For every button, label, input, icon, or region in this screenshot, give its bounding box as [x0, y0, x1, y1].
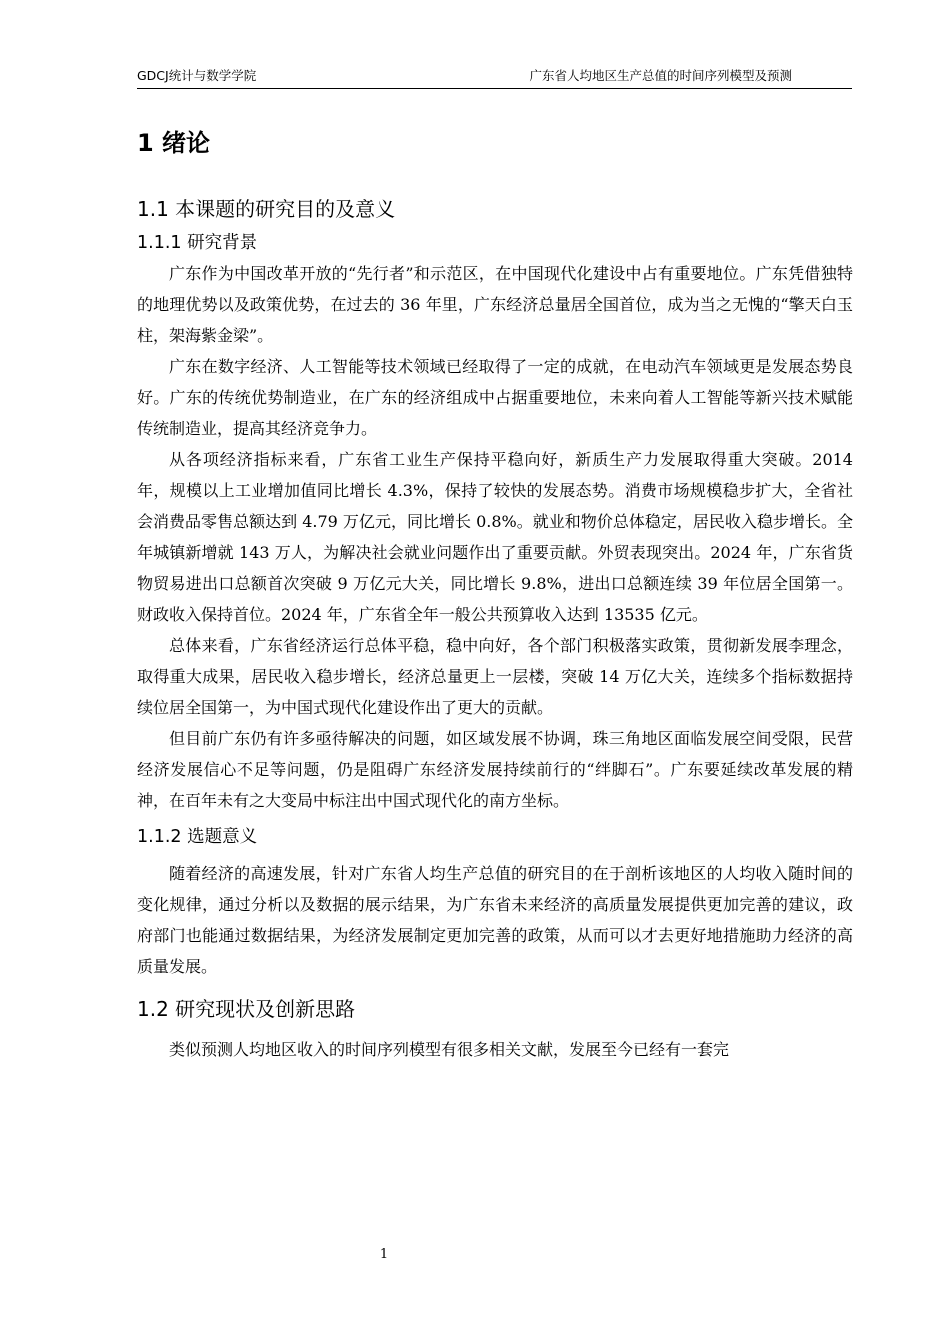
header-right-text: 广东省人均地区生产总值的时间序列模型及预测 [529, 68, 792, 83]
paragraph: 广东在数字经济、人工智能等技术领域已经取得了一定的成就，在电动汽车领域更是发展态势良好。广东的传统优势制造业，在广东的经济组成中占据重要地位，未来向着人工智能等新兴技术赋能传统制造业，提高其经济竞争力。 [137, 357, 853, 438]
page-content [137, 110, 853, 1065]
subsection-title-1-1-1: 1.1.1 研究背景 [137, 233, 258, 253]
header-left-text: GDCJ统计与数学学院 [137, 68, 257, 83]
paragraph: 广东作为中国改革开放的“先行者”和示范区，在中国现代化建设中占有重要地位。广东凭借独特的地理优势以及政策优势，在过去的 36 年里，广东经济总量居全国首位，成为当之无愧的“擎天白玉柱，架海紫金梁”。 [137, 264, 853, 345]
paragraph: 类似预测人均地区收入的时间序列模型有很多相关文献，发展至今已经有一套完 [169, 1040, 730, 1059]
section-title-1-1: 1.1 本课题的研究目的及意义 [137, 197, 396, 221]
header-rule [137, 88, 852, 89]
page-number [0, 1247, 950, 1262]
paragraph: 随着经济的高速发展，针对广东省人均生产总值的研究目的在于剖析该地区的人均收入随时间的变化规律，通过分析以及数据的展示结果，为广东省未来经济的高质量发展提供更加完善的建议，政府部门也能通过数据结果，为经济发展制定更加完善的政策，从而可以才去更好地措施助力经济的高质量发展。 [137, 864, 853, 976]
chapter-title: 1 绪论 [137, 129, 211, 157]
page-header [137, 66, 816, 84]
paragraph: 但目前广东仍有许多亟待解决的问题，如区域发展不协调，珠三角地区面临发展空间受限，民营经济发展信心不足等问题，仍是阻碍广东经济发展持续前行的“绊脚石”。广东要延续改革发展的精神，在百年未有之大变局中标注出中国式现代化的南方坐标。 [137, 729, 853, 810]
page-number-text: 1 [379, 1247, 389, 1262]
section-title-1-2: 1.2 研究现状及创新思路 [137, 997, 356, 1021]
paragraph: 总体来看，广东省经济运行总体平稳，稳中向好，各个部门积极落实政策，贯彻新发展李理念，取得重大成果，居民收入稳步增长，经济总量更上一层楼，突破 14 万亿大关，连续多个指标数据持续位居全国第一，为中国式现代化建设作出了更大的贡献。 [137, 636, 853, 717]
subsection-title-1-1-2: 1.1.2 选题意义 [137, 827, 258, 847]
paragraph: 从各项经济指标来看，广东省工业生产保持平稳向好，新质生产力发展取得重大突破。2014 年，规模以上工业增加值同比增长 4.3%，保持了较快的发展态势。消费市场规模稳步扩大，全省社会消费品零售总额达到 4.79 万亿元，同比增长 0.8%。就业和物价总体稳定，居民收入稳步增长。全年城镇新增就 143 万人，为解决社会就业问题作出了重要贡献。外贸表现突出。2024 年，广东省货物贸易进出口总额首次突破 9 万亿元大关，同比增长 9.8%，进出口总额连续 39 年位居全国第一。财政收入保持首位。2024 年，广东省全年一般公共预算收入达到 13535 亿元。 [137, 450, 853, 624]
